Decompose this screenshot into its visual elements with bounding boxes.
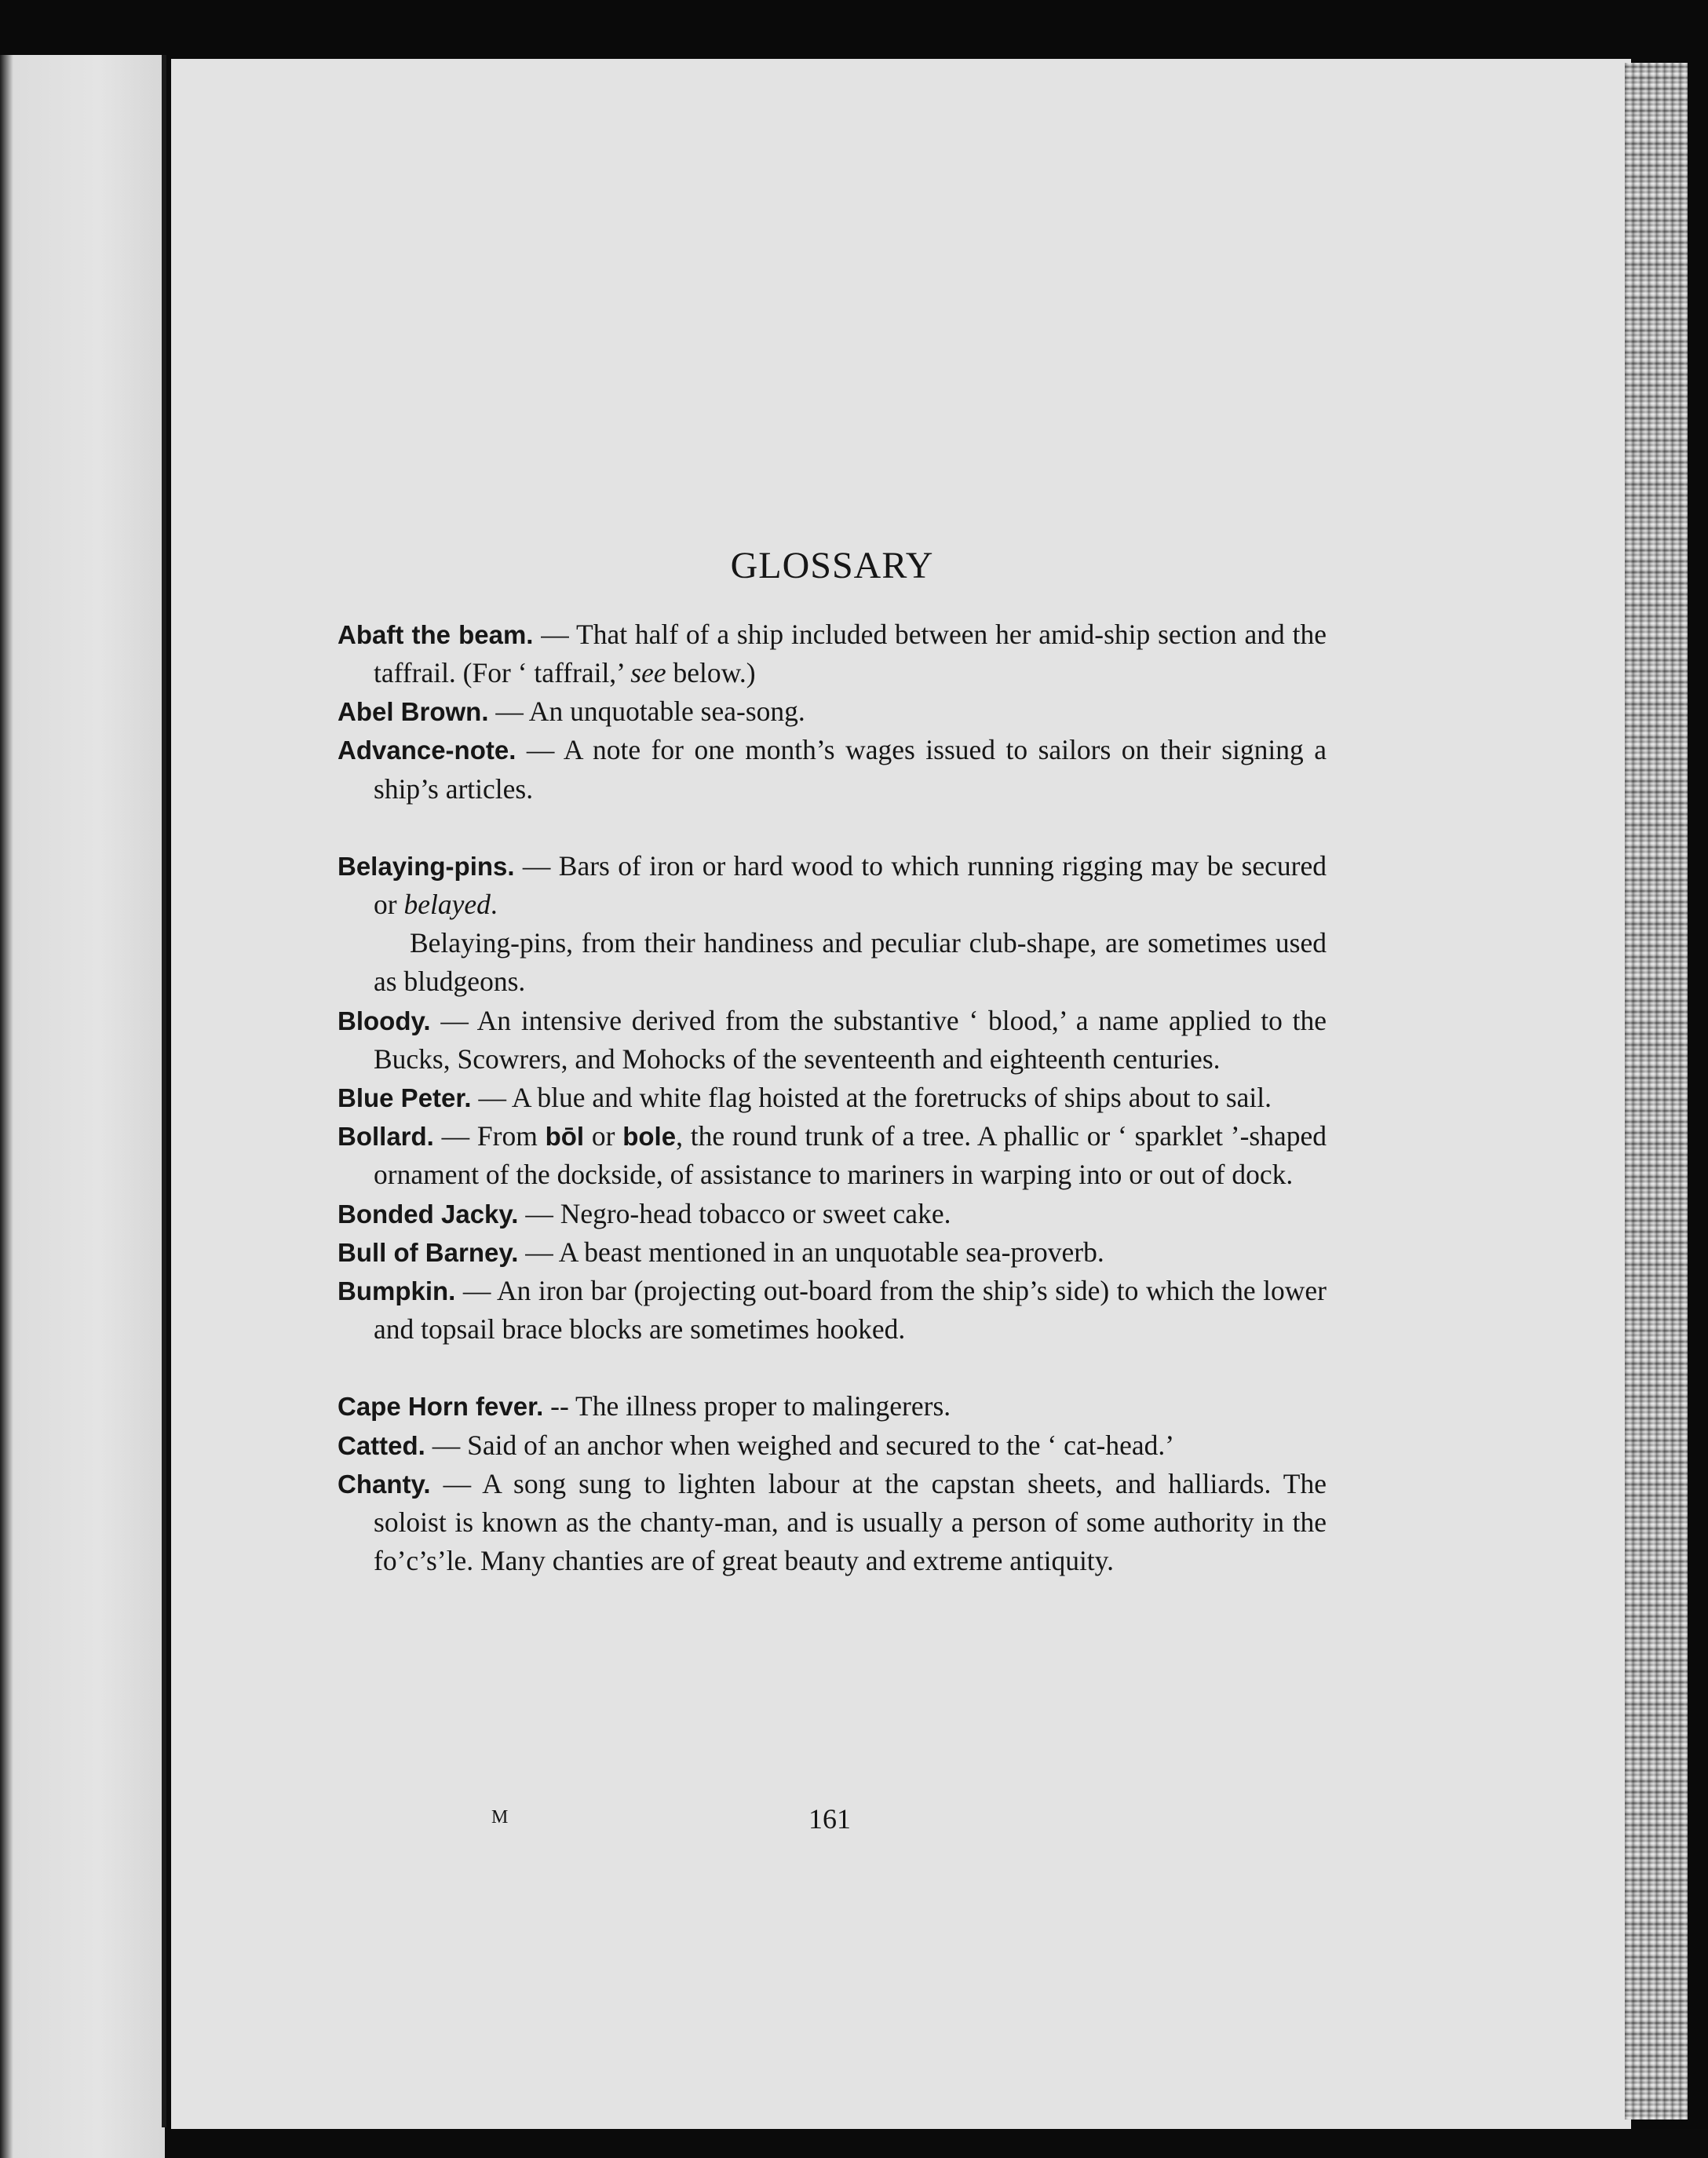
entry-term: Bonded Jacky. xyxy=(338,1199,519,1229)
entry-emphasis: belayed xyxy=(403,889,491,921)
entry-definition-end: . xyxy=(490,889,498,921)
page-number: 161 xyxy=(808,1803,851,1835)
facing-page-edge xyxy=(0,55,165,2158)
entry-definition: — From xyxy=(433,1120,546,1152)
entry-definition: — Bars of iron or hard wood to which running rigging may be secured or xyxy=(374,849,1327,921)
glossary-entry xyxy=(338,1233,1327,1272)
entry-term: Bollard. xyxy=(338,1122,434,1152)
entry-term: Advance-note. xyxy=(338,736,516,765)
glossary-entry xyxy=(338,1195,1327,1233)
gutter-line xyxy=(162,55,166,2127)
page-title: GLOSSARY xyxy=(730,545,934,586)
glossary-entry xyxy=(338,1426,1327,1465)
entry-definition: — Said of an anchor when weighed and secured to the ‘ cat-head.’ xyxy=(425,1429,1175,1461)
entry-term: Catted. xyxy=(338,1430,425,1460)
glossary-entry xyxy=(338,847,1327,924)
glossary-entry xyxy=(338,1117,1327,1194)
entry-term: Bloody. xyxy=(338,1006,431,1035)
entry-term: Bumpkin. xyxy=(338,1276,456,1306)
glossary-entry xyxy=(338,1387,1327,1426)
entry-definition-end: below.) xyxy=(666,657,756,688)
entry-definition: — A note for one month’s wages issued to sailors on their signing a ship’s articles. xyxy=(374,734,1327,805)
glossary-entry xyxy=(338,1465,1327,1581)
bottom-shadow xyxy=(165,2129,1708,2158)
entry-definition: — That half of a ship included between her amid-ship section and the taffrail. (For ‘ taffrail,’ xyxy=(374,618,1327,688)
entry-definition: — A song sung to lighten labour at the capstan sheets, and halliards. The soloist is known as the chanty-man, and is usually a person of some authority in the fo’c’s’le. Many chanties are of great beauty and extreme antiquity. xyxy=(374,1467,1327,1577)
entry-definition: — An unquotable sea-song. xyxy=(488,696,805,728)
entry-term: Abaft the beam. xyxy=(338,619,534,649)
entry-connector: or xyxy=(584,1120,623,1152)
glossary-entry xyxy=(338,615,1327,692)
entry-definition: -- The illness proper to malingerers. xyxy=(543,1390,951,1422)
etymon-bol: bōl xyxy=(545,1122,585,1152)
entry-term: Blue Peter. xyxy=(338,1083,472,1113)
entry-term: Abel Brown. xyxy=(338,697,489,727)
entry-emphasis: see xyxy=(630,657,666,688)
glossary-entry xyxy=(338,692,1327,731)
page-stack-edges xyxy=(1625,63,1688,2120)
entry-term: Bull of Barney. xyxy=(338,1237,519,1267)
page-footer xyxy=(338,1802,1327,1842)
entry-definition: — A blue and white flag hoisted at the foretrucks of ships about to sail. xyxy=(471,1082,1272,1114)
signature-mark: M xyxy=(491,1807,509,1828)
glossary-entry xyxy=(338,1079,1327,1117)
entry-definition: — Negro-head tobacco or sweet cake. xyxy=(518,1197,951,1229)
glossary-entry xyxy=(338,1002,1327,1079)
entry-definition: — An iron bar (projecting out-board from the ship’s side) to which the lower and topsail brace blocks are sometimes hooked. xyxy=(374,1275,1327,1346)
glossary-text xyxy=(338,546,1327,1580)
entry-definition: — A beast mentioned in an unquotable sea-proverb. xyxy=(518,1236,1104,1268)
section-gap xyxy=(338,1349,1327,1387)
entry-term: Belaying-pins. xyxy=(338,851,515,881)
entry-term: Cape Horn fever. xyxy=(338,1392,544,1422)
section-gap xyxy=(338,809,1327,847)
etymon-bole: bole xyxy=(622,1122,677,1152)
glossary-entry xyxy=(338,731,1327,808)
entry-definition-end: , the round trunk of a tree. A phallic or ‘ sparklet ’-shaped ornament of the dockside, of assistance to mariners in warping into or out of dock. xyxy=(374,1120,1327,1191)
entry-term: Chanty. xyxy=(338,1469,431,1499)
entry-definition: — An intensive derived from the substantive ‘ blood,’ a name applied to the Bucks, Scowrers, and Mohocks of the seventeenth and eighteenth centuries. xyxy=(374,1004,1327,1075)
entry-continuation: Belaying-pins, from their handiness and peculiar club-shape, are sometimes used as bludgeons. xyxy=(374,927,1327,998)
glossary-entry xyxy=(338,1272,1327,1349)
